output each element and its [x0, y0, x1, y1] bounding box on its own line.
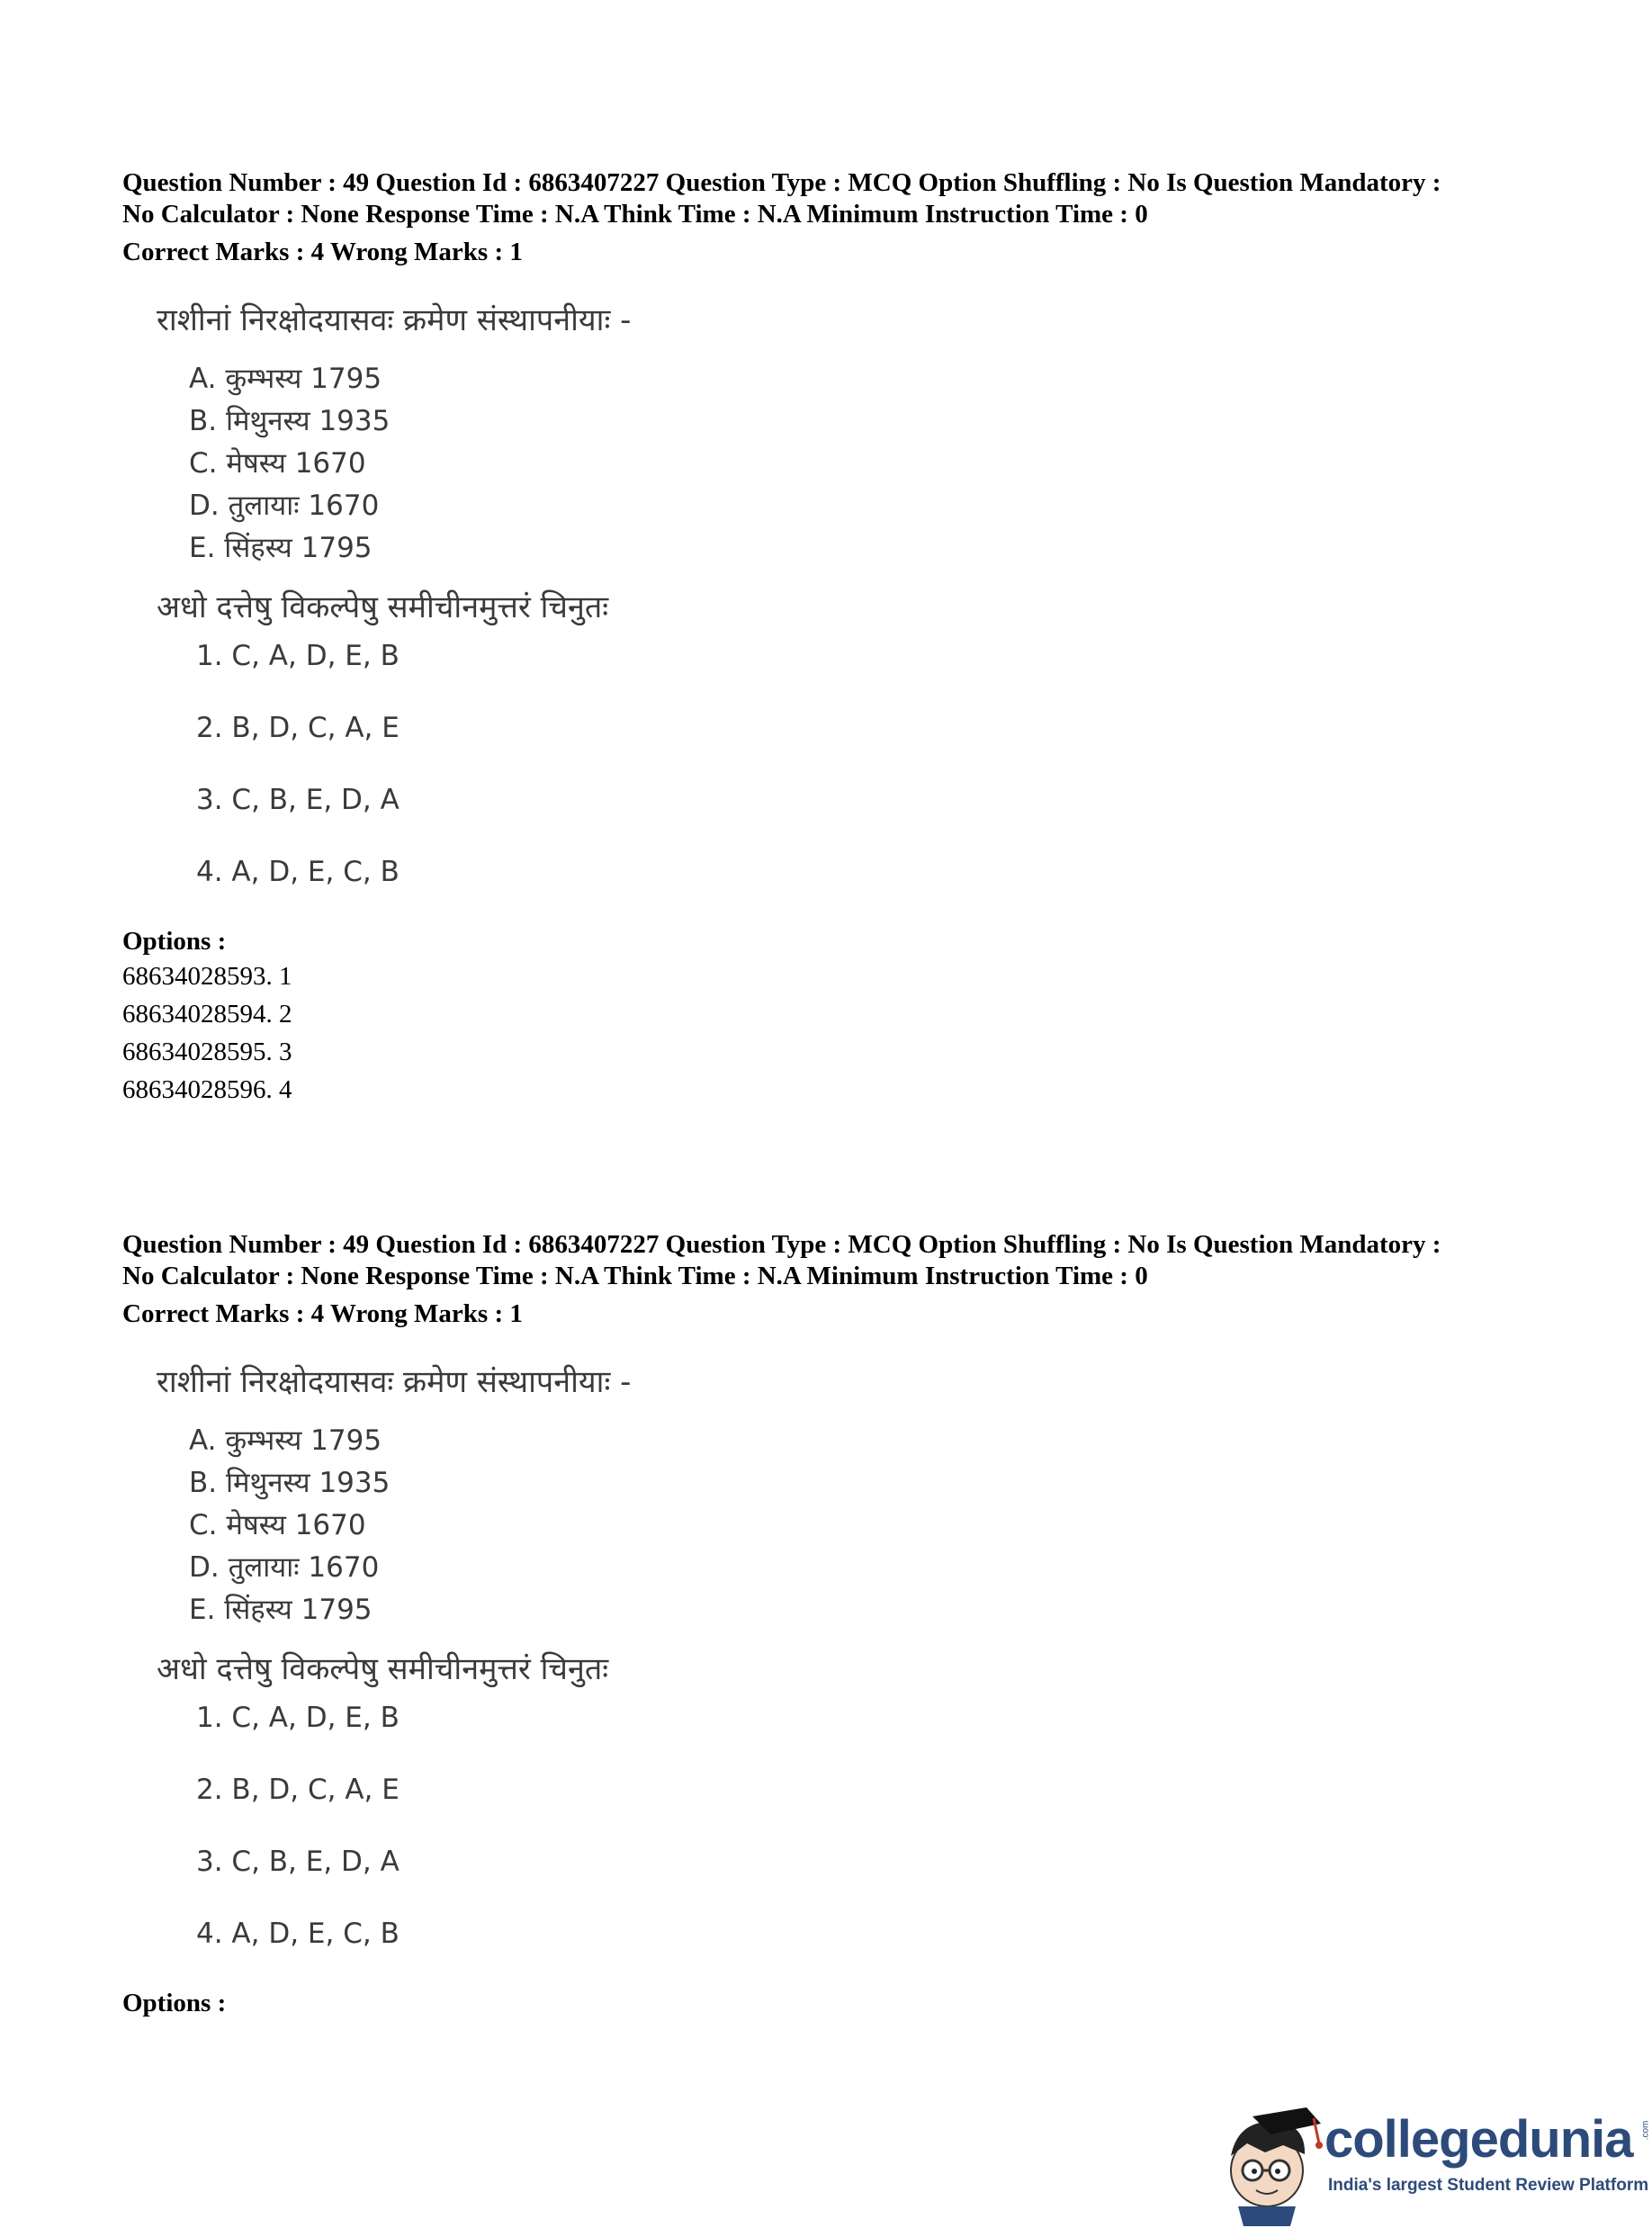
option-item: 68634028593. 1 — [122, 962, 292, 991]
list-item: E. सिंहस्य 1795 — [189, 532, 373, 564]
list-item: D. तुलायाः 1670 — [189, 490, 380, 522]
choice-item: 4. A, D, E, C, B — [196, 856, 400, 888]
brand-suffix: .com — [1640, 2120, 1651, 2141]
question-block — [122, 167, 1562, 1109]
option-item: 68634028594. 2 — [122, 1000, 292, 1029]
item-list — [189, 1420, 1562, 1631]
brand-name: collegedunia — [1324, 2110, 1633, 2169]
question-meta-line1: Question Number : 49 Question Id : 6863407227 Question Type : MCQ Option Shuffling : No Is Question Mandatory : — [122, 168, 1441, 197]
options-heading: Options : — [122, 927, 227, 956]
mascot-icon — [1220, 2100, 1328, 2226]
list-item: A. कुम्भस्य 1795 — [189, 1424, 382, 1457]
question-meta-line2: No Calculator : None Response Time : N.A Think Time : N.A Minimum Instruction Time : 0 — [122, 200, 1148, 229]
choice-item: 1. C, A, D, E, B — [196, 1702, 400, 1734]
option-item: 68634028596. 4 — [122, 1075, 292, 1104]
question-meta-line1: Question Number : 49 Question Id : 6863407227 Question Type : MCQ Option Shuffling : No Is Question Mandatory : — [122, 1230, 1441, 1259]
marks-line: Correct Marks : 4 Wrong Marks : 1 — [122, 238, 523, 266]
choice-item: 4. A, D, E, C, B — [196, 1918, 400, 1950]
question-block — [122, 1229, 1562, 2019]
choice-item: 2. B, D, C, A, E — [196, 712, 400, 744]
question-image — [157, 1362, 1562, 1952]
choice-item: 3. C, B, E, D, A — [196, 784, 400, 816]
list-item: A. कुम्भस्य 1795 — [189, 363, 382, 395]
list-item: B. मिथुनस्य 1935 — [189, 1467, 391, 1499]
choice-list — [196, 1700, 1562, 1952]
collegedunia-logo — [1220, 2097, 1652, 2228]
brand-tagline: India's largest Student Review Platform — [1328, 2176, 1649, 2195]
list-item: C. मेषस्य 1670 — [189, 1509, 366, 1541]
question-stem: राशीनां निरक्षोदयासवः क्रमेण संस्थापनीयाः - — [157, 302, 632, 338]
question-stem: राशीनां निरक्षोदयासवः क्रमेण संस्थापनीयाः - — [157, 1364, 632, 1400]
item-list — [189, 358, 1562, 570]
question-meta-line2: No Calculator : None Response Time : N.A Think Time : N.A Minimum Instruction Time : 0 — [122, 1262, 1148, 1290]
question-image — [157, 301, 1562, 890]
choice-item: 1. C, A, D, E, B — [196, 640, 400, 672]
list-item: E. सिंहस्य 1795 — [189, 1594, 373, 1626]
choice-item: 3. C, B, E, D, A — [196, 1846, 400, 1878]
options-heading: Options : — [122, 1989, 227, 2017]
question-instruction: अधो दत्तेषु विकल्पेषु समीचीनमुत्तरं चिनुतः — [157, 1651, 609, 1687]
choice-item: 2. B, D, C, A, E — [196, 1774, 400, 1806]
marks-line: Correct Marks : 4 Wrong Marks : 1 — [122, 1299, 523, 1328]
list-item: C. मेषस्य 1670 — [189, 447, 366, 480]
option-item: 68634028595. 3 — [122, 1038, 292, 1066]
list-item: B. मिथुनस्य 1935 — [189, 405, 391, 437]
choice-list — [196, 638, 1562, 890]
question-instruction: अधो दत्तेषु विकल्पेषु समीचीनमुत्तरं चिनुतः — [157, 589, 609, 625]
list-item: D. तुलायाः 1670 — [189, 1551, 380, 1584]
